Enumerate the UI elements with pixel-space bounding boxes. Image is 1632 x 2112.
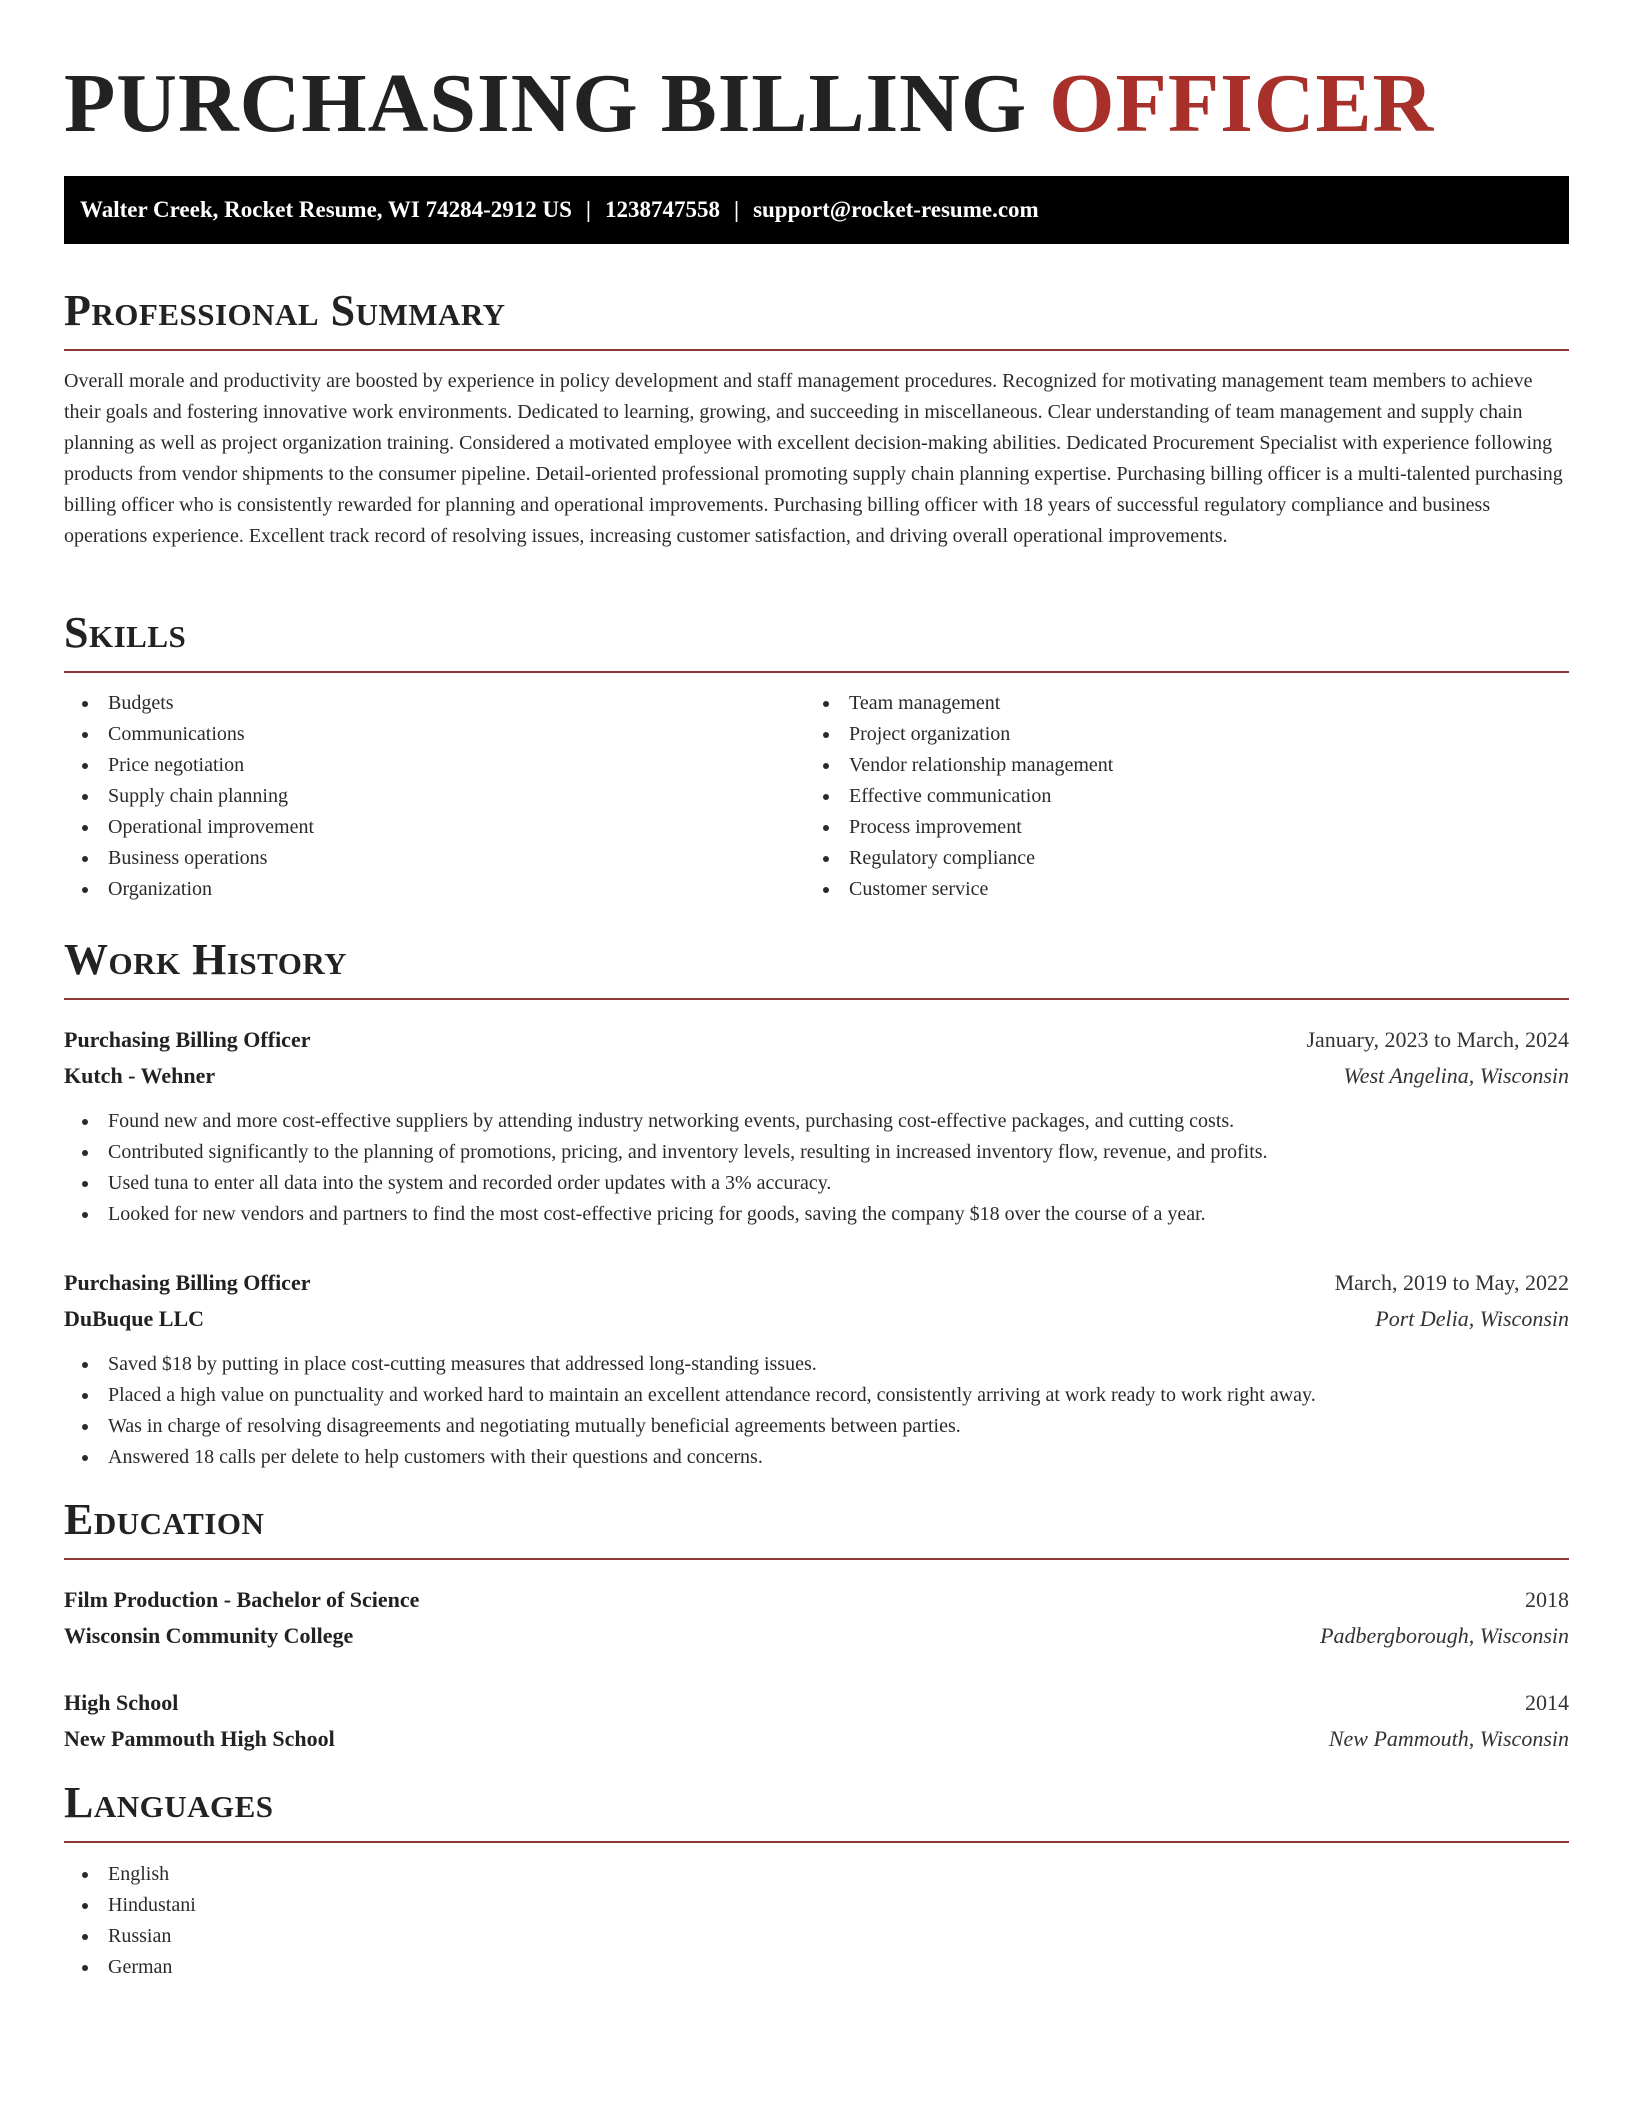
job-company: DuBuque LLC — [64, 1306, 205, 1331]
resume-page — [64, 0, 1569, 1978]
skill-item: Regulatory compliance — [805, 843, 1545, 874]
job-company: Kutch - Wehner — [64, 1063, 216, 1088]
job-bullet: Found new and more cost-effective suppliers by attending industry networking events, purchasing cost-effective packages, and cutting costs. — [64, 1106, 1569, 1137]
education-entry — [64, 1582, 1569, 1654]
skill-item: Team management — [805, 688, 1545, 719]
language-item: Hindustani — [64, 1890, 1569, 1921]
job-bullet: Placed a high value on punctuality and worked hard to maintain an excellent attendance record, consistently arriving at work ready to work right away. — [64, 1380, 1569, 1411]
skill-item: Effective communication — [805, 781, 1545, 812]
job-company-row — [64, 1058, 1569, 1094]
skill-item: Business operations — [64, 843, 804, 874]
job-title-row — [64, 1265, 1569, 1301]
job-bullet: Looked for new vendors and partners to find the most cost-effective pricing for goods, saving the company $18 over the course of a year. — [64, 1199, 1569, 1230]
education-heading: Education — [64, 1494, 1569, 1560]
skill-item: Budgets — [64, 688, 804, 719]
education-school-row — [64, 1721, 1569, 1757]
skills-list-left — [64, 688, 804, 905]
contact-phone: 1238747558 — [604, 197, 720, 222]
languages-heading: Languages — [64, 1777, 1569, 1843]
education-year: 2014 — [1525, 1690, 1569, 1715]
skill-item: Supply chain planning — [64, 781, 804, 812]
job-dates: January, 2023 to March, 2024 — [1306, 1027, 1569, 1052]
resume-title — [64, 0, 1569, 160]
education-location: Padbergborough, Wisconsin — [1320, 1623, 1569, 1648]
skill-item: Communications — [64, 719, 804, 750]
education-entry — [64, 1685, 1569, 1757]
skills-column-left — [64, 688, 804, 905]
job-bullet: Saved $18 by putting in place cost-cutting measures that addressed long-standing issues. — [64, 1349, 1569, 1380]
skills-column-right — [805, 688, 1545, 905]
job-location: Port Delia, Wisconsin — [1375, 1306, 1569, 1331]
education-degree-row — [64, 1582, 1569, 1618]
job-bullet: Used tuna to enter all data into the system and recorded order updates with a 3% accuracy. — [64, 1168, 1569, 1199]
skills-list-right — [805, 688, 1545, 905]
job-location: West Angelina, Wisconsin — [1343, 1063, 1569, 1088]
title-main: PURCHASING BILLING — [64, 57, 1050, 150]
contact-separator: | — [733, 197, 740, 222]
education-year: 2018 — [1525, 1587, 1569, 1612]
language-item: Russian — [64, 1921, 1569, 1952]
skill-item: Customer service — [805, 874, 1545, 905]
job-title-row — [64, 1022, 1569, 1058]
contact-email[interactable]: support@rocket-resume.com — [753, 197, 1039, 222]
job-title: Purchasing Billing Officer — [64, 1027, 311, 1052]
education-school: New Pammouth High School — [64, 1726, 335, 1751]
work-heading: Work History — [64, 934, 1569, 1000]
job-entry — [64, 1265, 1569, 1473]
skill-item: Vendor relationship management — [805, 750, 1545, 781]
job-bullets — [64, 1106, 1569, 1230]
contact-address: Walter Creek, Rocket Resume, WI 74284-2912 US — [80, 197, 572, 222]
education-degree-row — [64, 1685, 1569, 1721]
contact-bar — [64, 176, 1569, 244]
language-item: English — [64, 1859, 1569, 1890]
job-bullet: Contributed significantly to the planning of promotions, pricing, and inventory levels, resulting in increased inventory flow, revenue, and profits. — [64, 1137, 1569, 1168]
skill-item: Price negotiation — [64, 750, 804, 781]
skill-item: Project organization — [805, 719, 1545, 750]
job-entry — [64, 1022, 1569, 1230]
job-title: Purchasing Billing Officer — [64, 1270, 311, 1295]
job-bullet: Was in charge of resolving disagreements and negotiating mutually beneficial agreements between parties. — [64, 1411, 1569, 1442]
skill-item: Operational improvement — [64, 812, 804, 843]
job-dates: March, 2019 to May, 2022 — [1334, 1270, 1569, 1295]
education-school: Wisconsin Community College — [64, 1623, 354, 1648]
job-bullets — [64, 1349, 1569, 1473]
job-bullet: Answered 18 calls per delete to help customers with their questions and concerns. — [64, 1442, 1569, 1473]
languages-list — [64, 1859, 1569, 1983]
education-school-row — [64, 1618, 1569, 1654]
contact-separator: | — [585, 197, 591, 222]
skill-item: Process improvement — [805, 812, 1545, 843]
job-company-row — [64, 1301, 1569, 1337]
summary-text: Overall morale and productivity are boosted by experience in policy development and staff management procedures. Recognized for motivating management team members to achieve their goals and fostering innovative work environments. Dedicated to learning, growing, and succeeding in miscellaneous. Clear understanding of team management and supply chain planning as well as project organization training. Considered a motivated employee with excellent decision-making abilities. Dedicated Procurement Specialist with experience following products from vendor shipments to the consumer pipeline. Detail-oriented professional promoting supply chain planning expertise. Purchasing billing officer is a multi-talented purchasing billing officer who is consistently rewarded for planning and operational improvements. Purchasing billing officer with 18 years of successful regulatory compliance and business operations experience. Excellent track record of resolving issues, increasing customer satisfaction, and driving overall operational improvements. — [64, 370, 1563, 547]
summary-heading: Professional Summary — [64, 285, 1569, 351]
education-degree: High School — [64, 1690, 179, 1715]
skill-item: Organization — [64, 874, 804, 905]
education-location: New Pammouth, Wisconsin — [1328, 1726, 1569, 1751]
title-accent: OFFICER — [1049, 57, 1435, 150]
language-item: German — [64, 1952, 1569, 1983]
skills-heading: Skills — [64, 607, 1569, 673]
education-degree: Film Production - Bachelor of Science — [64, 1587, 420, 1612]
